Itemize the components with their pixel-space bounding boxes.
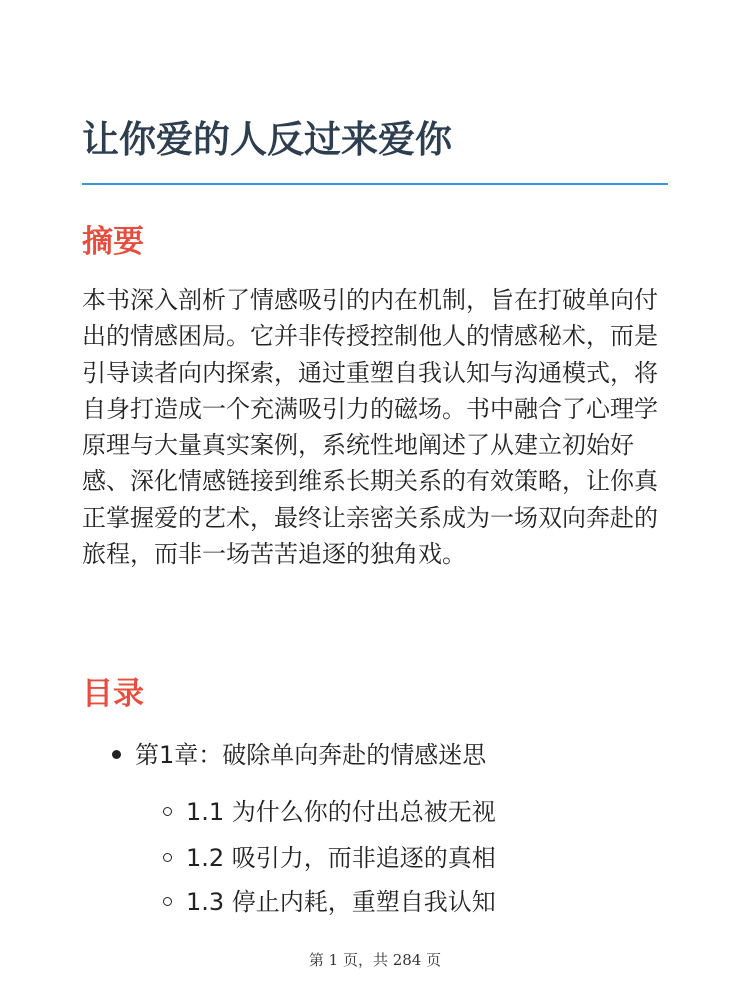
toc-chapter-label: 第1章：破除单向奔赴的情感迷思 bbox=[135, 741, 487, 769]
bullet-circle-icon bbox=[163, 853, 172, 862]
title-divider bbox=[82, 183, 668, 185]
page-footer: 第 1 页，共 284 页 bbox=[308, 951, 442, 969]
summary-paragraph: 本书深入剖析了情感吸引的内在机制，旨在打破单向付出的情感困局。它并非传授控制他人的情感秘术，而是引导读者向内探索，通过重塑自我认知与沟通模式，将自身打造成一个充满吸引力的磁场。书中融合了心理学原理与大量真实案例，系统性地阐述了从建立初始好感、深化情感链接到维系长期关系的有效策略，让你真正掌握爱的艺术，最终让亲密关系成为一场双向奔赴的旅程，而非一场苦苦追逐的独角戏。 bbox=[82, 286, 658, 569]
document-title: 让你爱的人反过来爱你 bbox=[82, 118, 452, 161]
toc-section-item bbox=[163, 882, 496, 922]
toc-section-item bbox=[163, 838, 496, 878]
toc-section-label: 1.2 吸引力，而非追逐的真相 bbox=[186, 844, 496, 872]
toc-section-label: 1.3 停止内耗，重塑自我认知 bbox=[186, 888, 496, 916]
toc-section-label: 1.1 为什么你的付出总被无视 bbox=[186, 798, 496, 826]
bullet-disc-icon bbox=[112, 750, 121, 759]
bullet-circle-icon bbox=[163, 897, 172, 906]
toc-section-item bbox=[163, 792, 496, 832]
summary-heading: 摘要 bbox=[82, 224, 144, 260]
toc-chapter-item bbox=[112, 735, 486, 775]
bullet-circle-icon bbox=[163, 807, 172, 816]
toc-heading: 目录 bbox=[82, 676, 144, 712]
